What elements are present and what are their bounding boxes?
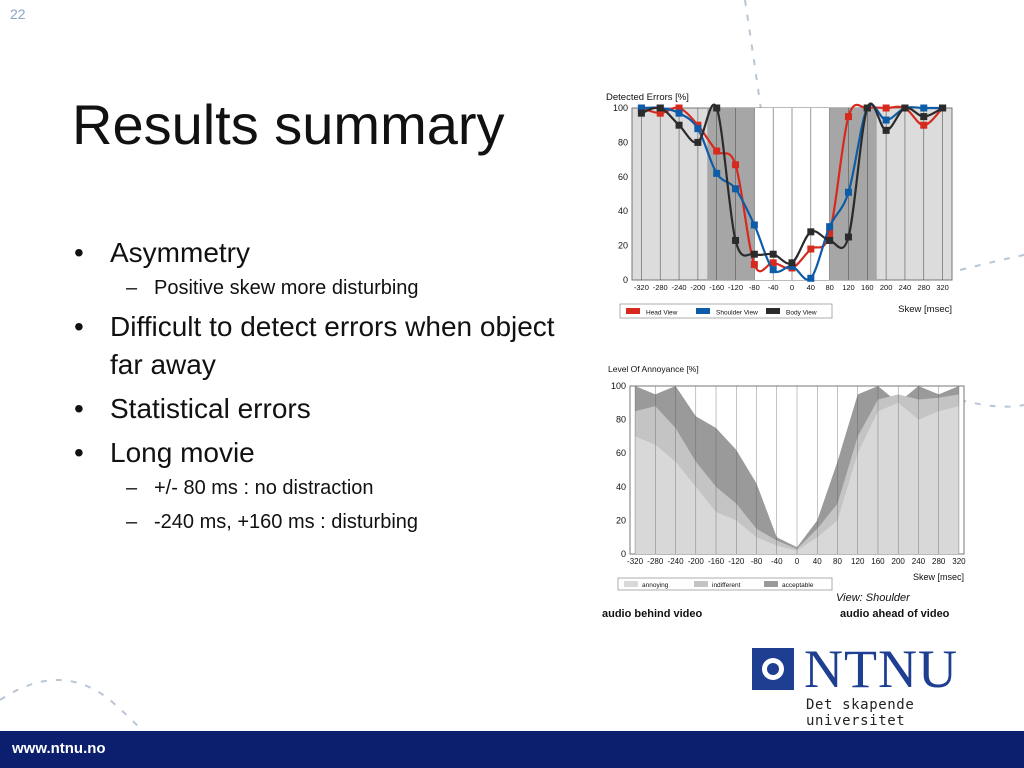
legend-label: annoying — [642, 582, 669, 589]
y-tick-label: 40 — [615, 481, 626, 492]
x-tick-label: -160 — [708, 557, 725, 566]
view-annotation: View: Shoulder — [836, 592, 910, 604]
data-point — [770, 251, 777, 258]
x-tick-label: -120 — [728, 283, 744, 292]
y-axis-label: Level Of Annoyance [%] — [608, 364, 699, 374]
data-point — [845, 234, 852, 241]
legend-swatch — [626, 308, 640, 314]
x-tick-label: 40 — [812, 557, 822, 566]
x-tick-label: 160 — [871, 557, 885, 566]
legend — [618, 578, 832, 590]
sub-bullet-item: – Positive skew more disturbing — [72, 274, 572, 302]
data-point — [807, 228, 814, 235]
x-tick-label: 280 — [917, 283, 931, 292]
legend-label: Shoulder View — [716, 309, 758, 317]
x-tick-label: -320 — [627, 557, 644, 566]
y-tick-label: 0 — [622, 275, 628, 285]
data-point — [713, 148, 720, 155]
x-tick-label: -160 — [709, 283, 725, 292]
legend-swatch — [766, 308, 780, 314]
data-point — [694, 139, 701, 146]
x-tick-label: 40 — [806, 283, 815, 292]
x-tick-label: -240 — [667, 557, 684, 566]
data-point — [732, 185, 739, 192]
bullet-item: • Difficult to detect errors when object far away — [72, 308, 572, 384]
slide-number: 22 — [10, 6, 26, 22]
data-point — [920, 105, 927, 112]
x-tick-label: -80 — [748, 283, 760, 292]
y-tick-label: 40 — [617, 206, 628, 217]
x-tick-label: -280 — [647, 557, 664, 566]
data-point — [845, 113, 852, 120]
legend-label: Body View — [786, 309, 817, 317]
y-tick-label: 20 — [617, 240, 628, 251]
x-axis-label: Skew [msec] — [898, 304, 952, 315]
x-tick-label: 0 — [789, 283, 795, 292]
bullet-item: • Asymmetry — [72, 234, 572, 272]
x-tick-label: -200 — [687, 557, 704, 566]
data-point — [901, 105, 908, 112]
x-tick-label: 240 — [898, 283, 912, 292]
x-tick-label: -80 — [750, 557, 763, 566]
data-point — [826, 237, 833, 244]
y-tick-label: 80 — [617, 137, 628, 148]
x-tick-label: 80 — [833, 557, 842, 566]
data-point — [713, 105, 720, 112]
legend-swatch — [764, 581, 778, 587]
bullet-list — [72, 228, 572, 542]
data-point — [694, 125, 701, 132]
data-point — [676, 122, 683, 129]
x-tick-label: -200 — [690, 283, 706, 292]
x-tick-label: 280 — [932, 557, 946, 566]
legend-label: Head View — [646, 309, 678, 317]
legend-label: acceptable — [782, 582, 814, 589]
legend — [620, 304, 832, 318]
bullet-item: • Long movie — [72, 434, 572, 472]
sub-bullet-item: – -240 ms, +160 ms : disturbing — [72, 508, 572, 536]
slide-title: Results summary — [72, 93, 505, 156]
data-point — [751, 261, 758, 268]
data-point — [864, 105, 871, 112]
bullet-item: • Statistical errors — [72, 390, 572, 428]
x-tick-label: -120 — [728, 557, 745, 566]
data-point — [732, 237, 739, 244]
ntnu-emblem-icon — [752, 648, 794, 690]
data-point — [883, 127, 890, 134]
x-tick-label: 120 — [851, 557, 865, 566]
data-point — [807, 275, 814, 282]
data-point — [657, 105, 664, 112]
y-tick-label: 60 — [617, 171, 628, 182]
data-point — [638, 110, 645, 117]
legend-swatch — [696, 308, 710, 314]
data-point — [939, 105, 946, 112]
x-tick-label: -320 — [633, 283, 649, 292]
y-tick-label: 100 — [610, 381, 626, 391]
x-tick-label: -240 — [671, 283, 687, 292]
data-point — [807, 246, 814, 253]
x-tick-label: 320 — [952, 557, 966, 566]
legend-label: indifferent — [712, 582, 741, 589]
data-point — [920, 122, 927, 129]
y-axis-label: Detected Errors [%] — [606, 92, 689, 103]
annoyance-chart — [596, 358, 986, 628]
data-point — [770, 266, 777, 273]
x-tick-label: 80 — [825, 283, 834, 292]
x-tick-label: 240 — [911, 557, 926, 566]
x-tick-label: 200 — [879, 283, 893, 292]
y-tick-label: 60 — [615, 448, 626, 459]
x-tick-label: 0 — [794, 557, 800, 566]
x-tick-label: 320 — [936, 283, 949, 292]
data-point — [883, 105, 890, 112]
data-point — [789, 259, 796, 266]
data-point — [751, 251, 758, 258]
legend-swatch — [694, 581, 708, 587]
detected-errors-chart — [598, 86, 964, 322]
x-tick-label: 160 — [861, 283, 874, 292]
ntnu-logo — [752, 639, 1002, 729]
logo-name: NTNU — [804, 639, 958, 699]
x-tick-label: 200 — [891, 557, 905, 566]
x-tick-label: 120 — [842, 283, 855, 292]
data-point — [920, 113, 927, 120]
logo-subtitle: Det skapende universitet — [806, 697, 915, 729]
data-point — [751, 221, 758, 228]
y-tick-label: 80 — [615, 414, 626, 425]
x-axis-label: Skew [msec] — [912, 572, 964, 582]
sub-bullet-item: – +/- 80 ms : no distraction — [72, 474, 572, 502]
data-point — [883, 117, 890, 124]
legend-swatch — [624, 581, 638, 587]
y-tick-label: 100 — [612, 103, 628, 113]
caption-audio-behind: audio behind video — [602, 608, 703, 620]
x-tick-label: -40 — [770, 557, 783, 566]
x-tick-label: -280 — [652, 283, 668, 292]
data-point — [826, 223, 833, 230]
data-point — [713, 170, 720, 177]
data-point — [732, 161, 739, 168]
data-point — [845, 189, 852, 196]
y-tick-label: 20 — [615, 515, 626, 526]
x-tick-label: -40 — [767, 283, 779, 292]
data-point — [676, 110, 683, 117]
footer-url[interactable]: www.ntnu.no — [12, 740, 106, 757]
caption-audio-ahead: audio ahead of video — [840, 608, 950, 620]
footer-bar — [0, 731, 1024, 768]
y-tick-label: 0 — [620, 549, 626, 559]
